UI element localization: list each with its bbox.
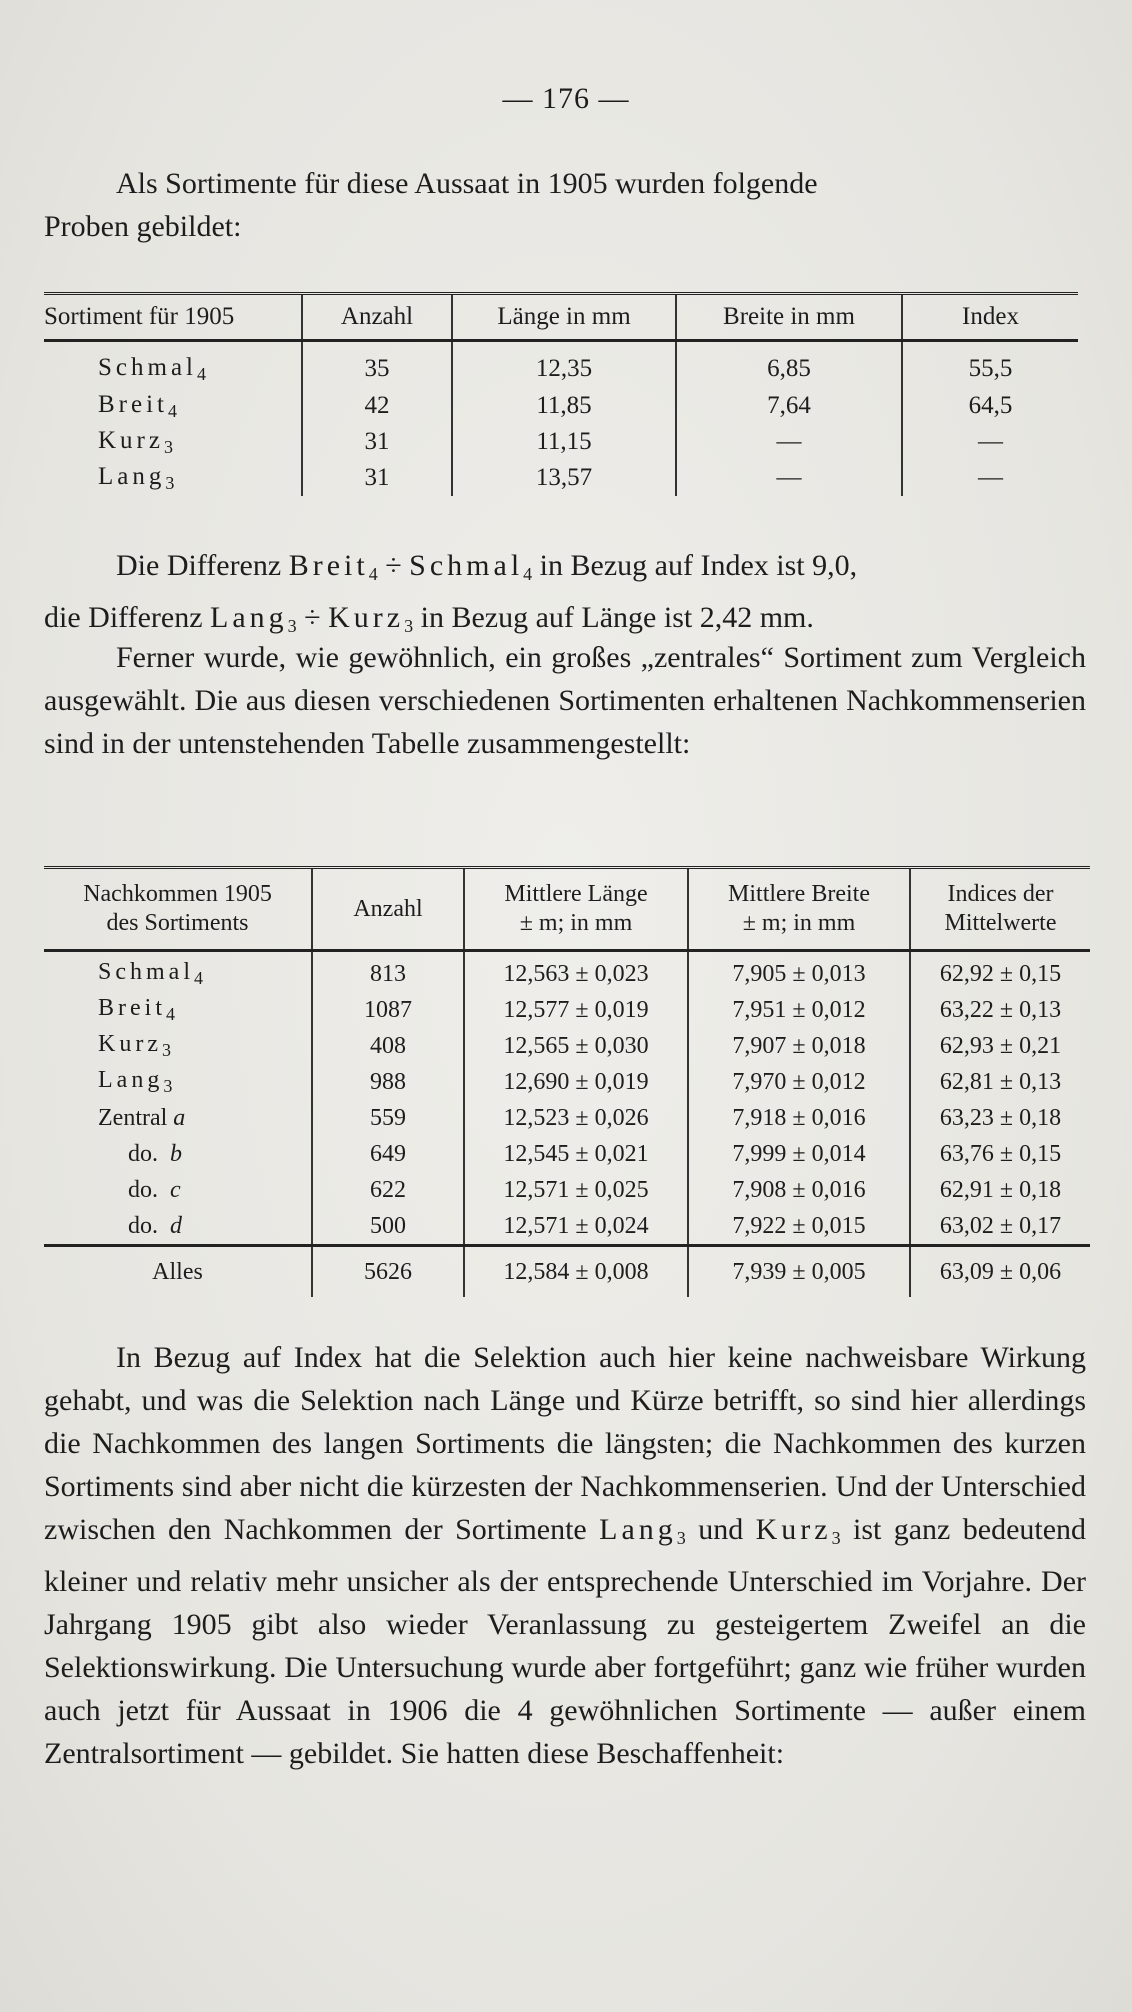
cell-breite: 7,908 ± 0,016 (688, 1172, 910, 1208)
page-number: — 176 — (502, 82, 630, 115)
cell-breite: 7,905 ± 0,013 (688, 951, 910, 993)
cell-laenge: 12,563 ± 0,023 (464, 951, 688, 993)
col-header-breite: Breite in mm (676, 294, 902, 341)
sortiment-table-1905 (44, 292, 1078, 496)
cell-index: 63,02 ± 0,17 (910, 1208, 1090, 1246)
cell-anzahl: 988 (312, 1064, 464, 1100)
cell-laenge: 12,545 ± 0,021 (464, 1136, 688, 1172)
col-header-index: Index (902, 294, 1078, 341)
cell-index: 63,22 ± 0,13 (910, 992, 1090, 1028)
cell-breite: 7,922 ± 0,015 (688, 1208, 910, 1246)
cell-laenge: 12,690 ± 0,019 (464, 1064, 688, 1100)
cell-laenge: 12,565 ± 0,030 (464, 1028, 688, 1064)
cell-laenge: 12,584 ± 0,008 (464, 1246, 688, 1298)
cell-laenge: 12,571 ± 0,025 (464, 1172, 688, 1208)
cell-index: 63,09 ± 0,06 (910, 1246, 1090, 1298)
cell-index: 62,91 ± 0,18 (910, 1172, 1090, 1208)
table-row (44, 1028, 1090, 1064)
cell-index: 63,23 ± 0,18 (910, 1100, 1090, 1136)
table-row (44, 1064, 1090, 1100)
col-header-mittlere-breite: Mittlere Breite ± m; in mm (688, 868, 910, 951)
table-row (44, 1100, 1090, 1136)
row-label: do. d (128, 1212, 182, 1239)
cell-breite: 7,970 ± 0,012 (688, 1064, 910, 1100)
cell-laenge: 12,571 ± 0,024 (464, 1208, 688, 1246)
table-row (44, 424, 1078, 460)
col-header-indices: Indices der Mittelwerte (910, 868, 1090, 951)
row-label: Lang$_3$ (98, 462, 175, 493)
table-header-row (44, 868, 1090, 951)
intro-line-2: Proben gebildet: (44, 210, 242, 243)
conclusion-paragraph (44, 1336, 1086, 1775)
difference-paragraph (44, 544, 1086, 648)
row-label: Lang$_3$ (98, 1067, 173, 1096)
cell-laenge: 12,523 ± 0,026 (464, 1100, 688, 1136)
cell-breite: — (676, 460, 902, 496)
table-row (44, 1136, 1090, 1172)
cell-laenge: 13,57 (452, 460, 676, 496)
table-row (44, 951, 1090, 993)
row-label: Schmal$_4$ (98, 353, 206, 384)
row-label: do. c (128, 1176, 181, 1203)
cell-breite: 7,918 ± 0,016 (688, 1100, 910, 1136)
cell-index: 62,92 ± 0,15 (910, 951, 1090, 993)
table-row (44, 992, 1090, 1028)
table-row (44, 341, 1078, 389)
cell-anzahl: 31 (302, 460, 452, 496)
difference-line-1: Die Differenz Breit$_4$ ÷ Schmal$_4$ in Bezug auf Index ist 9,0, (116, 549, 858, 584)
row-label: Breit$_4$ (98, 995, 175, 1024)
cell-laenge: 12,577 ± 0,019 (464, 992, 688, 1028)
cell-index: — (902, 460, 1078, 496)
row-label: Zentral a (98, 1104, 186, 1131)
cell-anzahl: 813 (312, 951, 464, 993)
cell-index: 55,5 (902, 341, 1078, 389)
cell-anzahl: 559 (312, 1100, 464, 1136)
cell-index: 64,5 (902, 388, 1078, 424)
ferner-text: Ferner wurde, wie gewöhnlich, ein großes „zentrales“ Sortiment zum Vergleich ausgewählt. Die aus diesen verschiedenen Sortimenten erhaltenen Nachkommenserien sind in der untenstehenden Tabelle zusammengestellt: (44, 641, 1086, 760)
cell-laenge: 11,15 (452, 424, 676, 460)
cell-index: 62,93 ± 0,21 (910, 1028, 1090, 1064)
cell-breite: 7,951 ± 0,012 (688, 992, 910, 1028)
row-label: Kurz$_3$ (98, 426, 173, 457)
col-header-nachkommen: Nachkommen 1905 des Sortiments (83, 881, 272, 936)
conclusion-text: In Bezug auf Index hat die Selektion auch hier keine nachweisbare Wirkung gehabt, und was die Selektion nach Länge und Kürze betrifft, so sind hier allerdings die Nachkommen des langen Sortiments die längsten; die Nachkommen des kurzen Sortiments sind aber nicht die kürzesten der Nachkommenserien. Und der Unterschied zwischen den Nachkommen der Sortimente Lang$_3$ und Kurz$_3$ ist ganz bedeutend kleiner und relativ mehr unsicher als der entsprechende Unterschied im Vorjahre. Der Jahrgang 1905 gibt also wieder Veranlassung zu gesteigertem Zweifel an die Selektionswirkung. Die Untersuchung wurde aber fortgeführt; ganz wie früher wurden auch jetzt für Aussaat in 1906 die 4 gewöhnlichen Sortimente — außer einem Zentralsortiment — gebildet. Sie hatten diese Beschaffenheit: (44, 1341, 1087, 1770)
cell-anzahl: 500 (312, 1208, 464, 1246)
row-label: Breit$_4$ (98, 390, 177, 421)
table-header-row (44, 294, 1078, 341)
col-header-laenge: Länge in mm (452, 294, 676, 341)
ferner-paragraph (44, 636, 1086, 765)
difference-line-2: die Differenz Lang$_3$ ÷ Kurz$_3$ in Bezug auf Länge ist 2,42 mm. (44, 601, 814, 636)
cell-breite: 7,907 ± 0,018 (688, 1028, 910, 1064)
row-label: Kurz$_3$ (98, 1031, 171, 1060)
row-label: Schmal$_4$ (98, 959, 203, 988)
cell-laenge: 12,35 (452, 341, 676, 389)
cell-anzahl: 42 (302, 388, 452, 424)
nachkommen-table-1905 (44, 866, 1090, 1297)
total-label: Alles (44, 1246, 312, 1298)
intro-paragraph (44, 162, 1086, 248)
table-total-row (44, 1246, 1090, 1298)
cell-breite: 7,64 (676, 388, 902, 424)
col-header-anzahl: Anzahl (302, 294, 452, 341)
cell-index: 62,81 ± 0,13 (910, 1064, 1090, 1100)
cell-index: — (902, 424, 1078, 460)
intro-line-1: Als Sortimente für diese Aussaat in 1905 wurden folgende (116, 167, 818, 200)
cell-laenge: 11,85 (452, 388, 676, 424)
cell-anzahl: 649 (312, 1136, 464, 1172)
cell-anzahl: 1087 (312, 992, 464, 1028)
cell-index: 63,76 ± 0,15 (910, 1136, 1090, 1172)
col-header-sortiment: Sortiment für 1905 (44, 303, 235, 330)
cell-breite: 7,939 ± 0,005 (688, 1246, 910, 1298)
col-header-mittlere-laenge: Mittlere Länge ± m; in mm (464, 868, 688, 951)
table-row (44, 1172, 1090, 1208)
row-label: do. b (128, 1140, 182, 1167)
cell-anzahl: 35 (302, 341, 452, 389)
cell-anzahl: 31 (302, 424, 452, 460)
cell-anzahl: 622 (312, 1172, 464, 1208)
table-row (44, 460, 1078, 496)
table-row (44, 388, 1078, 424)
cell-anzahl: 5626 (312, 1246, 464, 1298)
cell-breite: — (676, 424, 902, 460)
table-row (44, 1208, 1090, 1246)
cell-anzahl: 408 (312, 1028, 464, 1064)
cell-breite: 7,999 ± 0,014 (688, 1136, 910, 1172)
col-header-anzahl: Anzahl (312, 868, 464, 951)
cell-breite: 6,85 (676, 341, 902, 389)
